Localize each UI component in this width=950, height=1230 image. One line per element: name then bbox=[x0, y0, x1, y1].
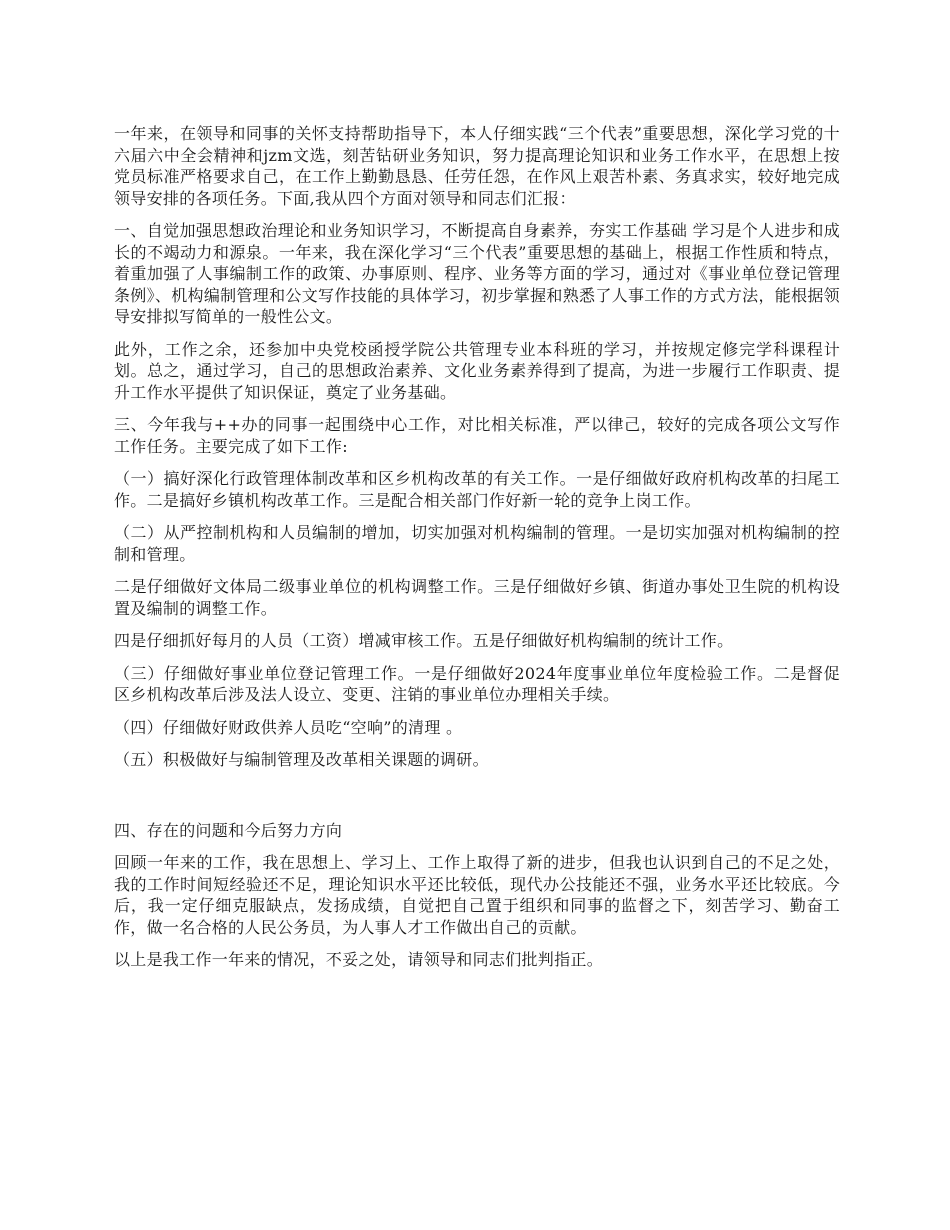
section-four-heading: 四、存在的问题和今后努力方向 bbox=[114, 820, 343, 840]
item-four-paragraph: （四）仔细做好财政供养人员吃“空响”的清理 。 bbox=[114, 717, 463, 737]
closing-paragraph: 以上是我工作一年来的情况，不妥之处，请领导和同志们批判指正。 bbox=[114, 950, 604, 969]
item-two-tasks-paragraph: 四是仔细抓好每月的人员（工资）增减审核工作。五是仔细做好机构编制的统计工作。 bbox=[114, 631, 734, 650]
section-one-paragraph: 一、自觉加强思想政治理论和业务知识学习，不断提高自身素养，夯实工作基础 学习是个人进步和成长的不竭动力和源泉。一年来，我在深化学习“三个代表”重要思想的基础上，根据工作性质和特点，着重加强了人事编制工作的政策、办事原则、程序、业务等方面的学习，通过对《事业单位登记管理条例》、机构编制管理和公文写作技能的具体学习，初步掌握和熟悉了人事工作的方式方法，能根据领导安排拟写简单的一般性公文。 bbox=[114, 221, 840, 326]
study-paragraph: 此外，工作之余，还参加中央党校函授学院公共管理专业本科班的学习，并按规定修完学科课程计划。总之，通过学习，自己的思想政治素养、文化业务素养得到了提高，为进一步履行工作职责、提升工作水平提供了知识保证，奠定了业务基础。 bbox=[114, 339, 840, 402]
section-spacer bbox=[114, 782, 840, 820]
item-three-paragraph: （三）仔细做好事业单位登记管理工作。一是仔细做好2024年度事业单位年度检验工作。二是督促区乡机构改革后涉及法人设立、变更、注销的事业单位办理相关手续。 bbox=[114, 663, 840, 704]
item-two-continued-paragraph: 二是仔细做好文体局二级事业单位的机构调整工作。三是仔细做好乡镇、街道办事处卫生院的机构设置及编制的调整工作。 bbox=[114, 577, 840, 618]
item-two-paragraph: （二）从严控制机构和人员编制的增加，切实加强对机构编制的管理。一是切实加强对机构编制的控制和管理。 bbox=[114, 523, 840, 564]
section-three-paragraph: 三、今年我与++办的同事一起围绕中心工作，对比相关标准，严以律己，较好的完成各项公文写作工作任务。主要完成了如下工作: bbox=[114, 415, 840, 456]
review-paragraph: 回顾一年来的工作，我在思想上、学习上、工作上取得了新的进步，但我也认识到自己的不足之处，我的工作时间短经验还不足，理论知识水平还比较低，现代办公技能还不强，业务水平还比较底。今后，我一定仔细克服缺点，发扬成绩，自觉把自己置于组织和同事的监督之下，刻苦学习、勤奋工作，做一名合格的人民公务员，为人事人才工作做出自己的贡献。 bbox=[114, 853, 840, 937]
intro-paragraph: 一年来，在领导和同事的关怀支持帮助指导下，本人仔细实践“三个代表”重要思想，深化学习党的十六届六中全会精神和jzm文选，刻苦钻研业务知识，努力提高理论知识和业务工作水平，在思想上按党员标准严格要求自己，在工作上勤勤恳恳、任劳任怨，在作风上艰苦朴素、务真求实，较好地完成领导安排的各项任务。下面,我从四个方面对领导和同志们汇报： bbox=[114, 124, 840, 208]
document-page bbox=[114, 123, 840, 982]
item-five-paragraph: （五）积极做好与编制管理及改革相关课题的调研。 bbox=[114, 750, 489, 769]
item-one-paragraph: （一）搞好深化行政管理体制改革和区乡机构改革的有关工作。一是仔细做好政府机构改革的扫尾工作。二是搞好乡镇机构改革工作。三是配合相关部门作好新一轮的竞争上岗工作。 bbox=[114, 469, 840, 510]
